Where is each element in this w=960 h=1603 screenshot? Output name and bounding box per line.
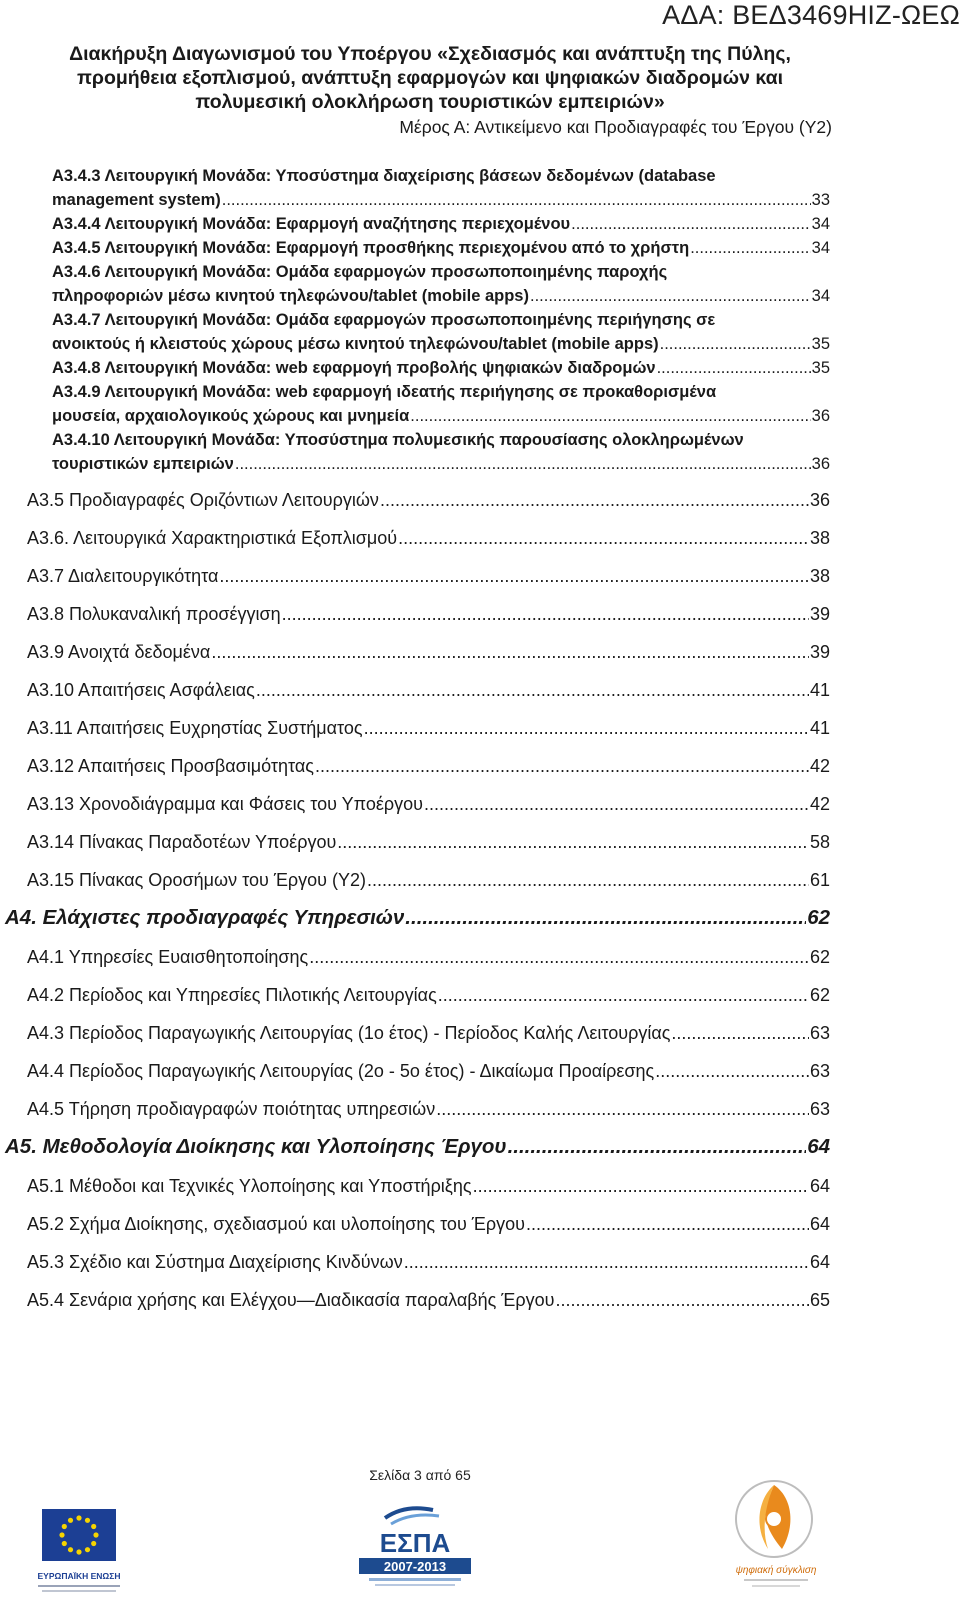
toc-leader-dots: [282, 602, 809, 626]
eu-logo: [28, 1505, 138, 1597]
toc-page-number: 36: [811, 455, 830, 473]
eu-star-icon: [68, 1518, 73, 1523]
toc-entry[interactable]: [52, 260, 830, 308]
toc-leader-dots: [367, 868, 809, 892]
eu-star-icon: [85, 1518, 90, 1523]
document-subtitle: Μέρος Α: Αντικείμενο και Προδιαγραφές του Έργου (Υ2): [399, 117, 832, 137]
toc-entry-title: Α4.1 Υπηρεσίες Ευαισθητοποίησης: [27, 947, 309, 967]
toc-leader-dots: [380, 488, 809, 512]
eu-star-icon: [76, 1515, 81, 1520]
toc-entry-title: Α4.2 Περίοδος και Υπηρεσίες Πιλοτικής Λειτουργίας: [27, 985, 437, 1005]
toc-leader-dots: [219, 564, 809, 588]
toc-entry-title-line: Α3.4.6 Λειτουργική Μονάδα: Ομάδα εφαρμογών προσωποποιημένης παροχής: [52, 263, 668, 281]
toc-entry[interactable]: [27, 1288, 830, 1312]
toc-leader-dots: [671, 1021, 809, 1045]
toc-chapter-entry[interactable]: [5, 905, 830, 931]
eu-flag-icon: [28, 1505, 138, 1597]
toc-leader-dots: [398, 526, 809, 550]
toc-page-number: 35: [811, 359, 830, 377]
toc-entry-title: Α3.4.5 Λειτουργική Μονάδα: Εφαρμογή προσθήκης περιεχομένου από το χρήστη: [52, 239, 690, 257]
document-title: Διακήρυξη Διαγωνισμού του Υποέργου «Σχεδιασμός και ανάπτυξη της Πύλης, προμήθεια εξοπλισμού, ανάπτυξη εφαρμογών και ψηφιακών διαδρομών και πολυμεσική ολοκλήρωση τουριστικών εμπειριών»: [69, 43, 791, 113]
toc-page-number: 36: [809, 490, 830, 510]
toc-page-number: 39: [809, 604, 830, 624]
toc-entry-title: Α3.4.4 Λειτουργική Μονάδα: Εφαρμογή αναζήτησης περιεχομένου: [52, 215, 571, 233]
toc-entry-title: Α3.13 Χρονοδιάγραμμα και Φάσεις του Υποέργου: [27, 794, 423, 814]
toc-entry-title: πληροφοριών μέσω κινητού τηλεφώνου/tablet (mobile apps): [52, 287, 529, 305]
toc-entry[interactable]: [52, 428, 830, 476]
eu-logo-text: ΕΥΡΩΠΑΪΚΗ ΕΝΩΣΗ: [37, 1571, 121, 1581]
eu-star-icon: [62, 1541, 67, 1546]
toc-entry-title: Α3.5 Προδιαγραφές Οριζόντιων Λειτουργιών: [27, 490, 379, 510]
toc-leader-dots: [235, 452, 811, 476]
toc-page-number: 64: [809, 1252, 830, 1272]
toc-entry-title: ανοικτούς ή κλειστούς χώρους μέσω κινητού τηλεφώνου/tablet (mobile apps): [52, 335, 659, 353]
toc-page-number: 64: [809, 1214, 830, 1234]
toc-entry[interactable]: [27, 488, 830, 512]
toc-entry-title: Α3.15 Πίνακας Οροσήμων του Έργου (Υ2): [27, 870, 367, 890]
toc-entry-title: Α3.11 Απαιτήσεις Ευχρηστίας Συστήματος: [27, 718, 363, 738]
toc-entry-title-line: Α3.4.7 Λειτουργική Μονάδα: Ομάδα εφαρμογών προσωποποιημένης περιήγησης σε: [52, 311, 716, 329]
toc-page-number: 42: [809, 794, 830, 814]
toc-page-number: 41: [809, 680, 830, 700]
toc-leader-dots: [436, 1097, 809, 1121]
toc-page-number: 65: [809, 1290, 830, 1310]
toc-entry-title: Α5.3 Σχέδιο και Σύστημα Διαχείρισης Κινδύνων: [27, 1252, 403, 1272]
espa-logo-text: ΕΣΠΑ: [379, 1528, 451, 1558]
toc-entry[interactable]: [27, 983, 830, 1007]
toc-entry-title: management system): [52, 191, 221, 209]
toc-entry-title: Α3.12 Απαιτήσεις Προσβασιμότητας: [27, 756, 314, 776]
toc-entry[interactable]: [27, 716, 830, 740]
page-number-footer: Σελίδα 3 από 65: [369, 1467, 471, 1483]
toc-entry[interactable]: [27, 1097, 830, 1121]
espa-logo: [355, 1500, 475, 1592]
toc-entry-title: Α4.3 Περίοδος Παραγωγικής Λειτουργίας (1ο έτος) - Περίοδος Καλής Λειτουργίας: [27, 1023, 671, 1043]
toc-page-number: 38: [809, 528, 830, 548]
toc-leader-dots: [211, 640, 809, 664]
toc-entry[interactable]: [52, 308, 830, 356]
toc-page-number: 41: [809, 718, 830, 738]
toc-entry[interactable]: [52, 164, 830, 212]
toc-entry-title: Α3.4.8 Λειτουργική Μονάδα: web εφαρμογή προβολής ψηφιακών διαδρομών: [52, 359, 656, 377]
toc-entry-title: Α4.4 Περίοδος Παραγωγικής Λειτουργίας (2ο - 5ο έτος) - Δικαίωμα Προαίρεσης: [27, 1061, 655, 1081]
toc-page-number: 33: [811, 191, 830, 209]
toc-entry[interactable]: [27, 678, 830, 702]
toc-leader-dots: [530, 284, 811, 308]
digital-convergence-icon: [722, 1475, 832, 1597]
digital-convergence-logo: [722, 1475, 832, 1597]
toc-leader-dots: [337, 830, 809, 854]
toc-page-number: 63: [809, 1061, 830, 1081]
eu-star-icon: [91, 1524, 96, 1529]
toc-entry-title: Α3.6. Λειτουργικά Χαρακτηριστικά Εξοπλισμού: [27, 528, 398, 548]
toc-page-number: 58: [809, 832, 830, 852]
espa-icon: [355, 1500, 475, 1592]
toc-entry-title-line: Α3.4.10 Λειτουργική Μονάδα: Υποσύστημα πολυμεσικής παρουσίασης ολοκληρωμένων: [52, 431, 744, 449]
toc-entry[interactable]: [27, 868, 830, 892]
toc-entry[interactable]: [52, 356, 830, 380]
toc-leader-dots: [655, 1059, 809, 1083]
toc-leader-dots: [556, 1288, 809, 1312]
toc-entry[interactable]: [27, 526, 830, 550]
eu-star-icon: [62, 1524, 67, 1529]
toc-entry-title: Α3.10 Απαιτήσεις Ασφάλειας: [27, 680, 255, 700]
toc-leader-dots: [256, 678, 809, 702]
toc-page-number: 62: [809, 985, 830, 1005]
toc-entry-title: μουσεία, αρχαιολογικούς χώρους και μνημεία: [52, 407, 410, 425]
espa-years: 2007-2013: [383, 1559, 447, 1574]
toc-leader-dots: [222, 188, 811, 212]
toc-entry[interactable]: [27, 640, 830, 664]
toc-leader-dots: [690, 236, 810, 260]
toc-entry[interactable]: [27, 1212, 830, 1236]
toc-page-number: 38: [809, 566, 830, 586]
toc-leader-dots: [309, 945, 809, 969]
toc-leader-dots: [424, 792, 809, 816]
toc-leader-dots: [526, 1212, 809, 1236]
toc-entry-title: Α3.7 Διαλειτουργικότητα: [27, 566, 219, 586]
toc-entry-title: τουριστικών εμπειριών: [52, 455, 234, 473]
toc-page-number: 62: [809, 947, 830, 967]
toc-page-number: 34: [811, 215, 830, 233]
toc-entry[interactable]: [27, 1250, 830, 1274]
toc-entry-title-line: Α3.4.3 Λειτουργική Μονάδα: Υποσύστημα διαχείρισης βάσεων δεδομένων (database: [52, 167, 716, 185]
eu-star-icon: [76, 1549, 81, 1554]
toc-entry[interactable]: [52, 212, 830, 236]
toc-leader-dots: [364, 716, 809, 740]
toc-leader-dots: [660, 332, 811, 356]
ada-code: ΑΔΑ: ΒΕΔ3469ΗΙΖ-ΩΕΩ: [662, 0, 960, 30]
digital-logo-text: ψηφιακή σύγκλιση: [735, 1565, 817, 1576]
toc-entry[interactable]: [27, 830, 830, 854]
toc-entry[interactable]: [27, 945, 830, 969]
toc-leader-dots: [571, 212, 810, 236]
toc-page-number: 34: [811, 287, 830, 305]
toc-page-number: 64: [807, 1135, 830, 1158]
toc-chapter-entry[interactable]: [5, 1134, 830, 1160]
toc-entry-title: Α5. Μεθοδολογία Διοίκησης και Υλοποίησης Έργου: [5, 1135, 507, 1158]
toc-page-number: 61: [809, 870, 830, 890]
toc-leader-dots: [410, 404, 810, 428]
toc-page-number: 64: [809, 1176, 830, 1196]
toc-page-number: 63: [809, 1023, 830, 1043]
toc-entry[interactable]: [52, 380, 830, 428]
toc-entry-title: Α5.1 Μέθοδοι και Τεχνικές Υλοποίησης και Υποστήριξης: [27, 1176, 472, 1196]
toc-leader-dots: [405, 905, 806, 931]
toc-leader-dots: [404, 1250, 809, 1274]
toc-entry[interactable]: [27, 792, 830, 816]
toc-entry[interactable]: [27, 602, 830, 626]
toc-entry[interactable]: [27, 1059, 830, 1083]
toc-entry[interactable]: [27, 1174, 830, 1198]
eu-star-icon: [91, 1541, 96, 1546]
toc-leader-dots: [315, 754, 809, 778]
eu-star-icon: [68, 1547, 73, 1552]
toc-entry-title: Α5.4 Σενάρια χρήσης και Ελέγχου—Διαδικασία παραλαβής Έργου: [27, 1290, 555, 1310]
toc-entry[interactable]: [27, 1021, 830, 1045]
toc-page-number: 42: [809, 756, 830, 776]
toc-entry-title: Α3.8 Πολυκαναλική προσέγγιση: [27, 604, 281, 624]
toc-page-number: 63: [809, 1099, 830, 1119]
toc-entry-title: Α4. Ελάχιστες προδιαγραφές Υπηρεσιών: [5, 906, 405, 929]
toc-leader-dots: [508, 1134, 807, 1160]
toc-page-number: 39: [809, 642, 830, 662]
toc-entry[interactable]: [27, 754, 830, 778]
toc-entry[interactable]: [52, 236, 830, 260]
toc-entry-title: Α3.14 Πίνακας Παραδοτέων Υποέργου: [27, 832, 337, 852]
toc-page-number: 36: [811, 407, 830, 425]
toc-leader-dots: [438, 983, 809, 1007]
toc-page-number: 62: [807, 906, 830, 929]
toc-entry-title: Α3.9 Ανοιχτά δεδομένα: [27, 642, 211, 662]
toc-entry-title-line: Α3.4.9 Λειτουργική Μονάδα: web εφαρμογή ιδεατής περιήγησης σε προκαθορισμένα: [52, 383, 717, 401]
toc-page-number: 35: [811, 335, 830, 353]
toc-entry[interactable]: [27, 564, 830, 588]
eu-star-icon: [59, 1532, 64, 1537]
toc-entry-title: Α5.2 Σχήμα Διοίκησης, σχεδιασμού και υλοποίησης του Έργου: [27, 1214, 525, 1234]
eu-star-icon: [93, 1532, 98, 1537]
toc-page-number: 34: [811, 239, 830, 257]
toc-leader-dots: [657, 356, 811, 380]
toc-entry-title: Α4.5 Τήρηση προδιαγραφών ποιότητας υπηρεσιών: [27, 1099, 436, 1119]
toc-leader-dots: [473, 1174, 809, 1198]
eu-star-icon: [85, 1547, 90, 1552]
